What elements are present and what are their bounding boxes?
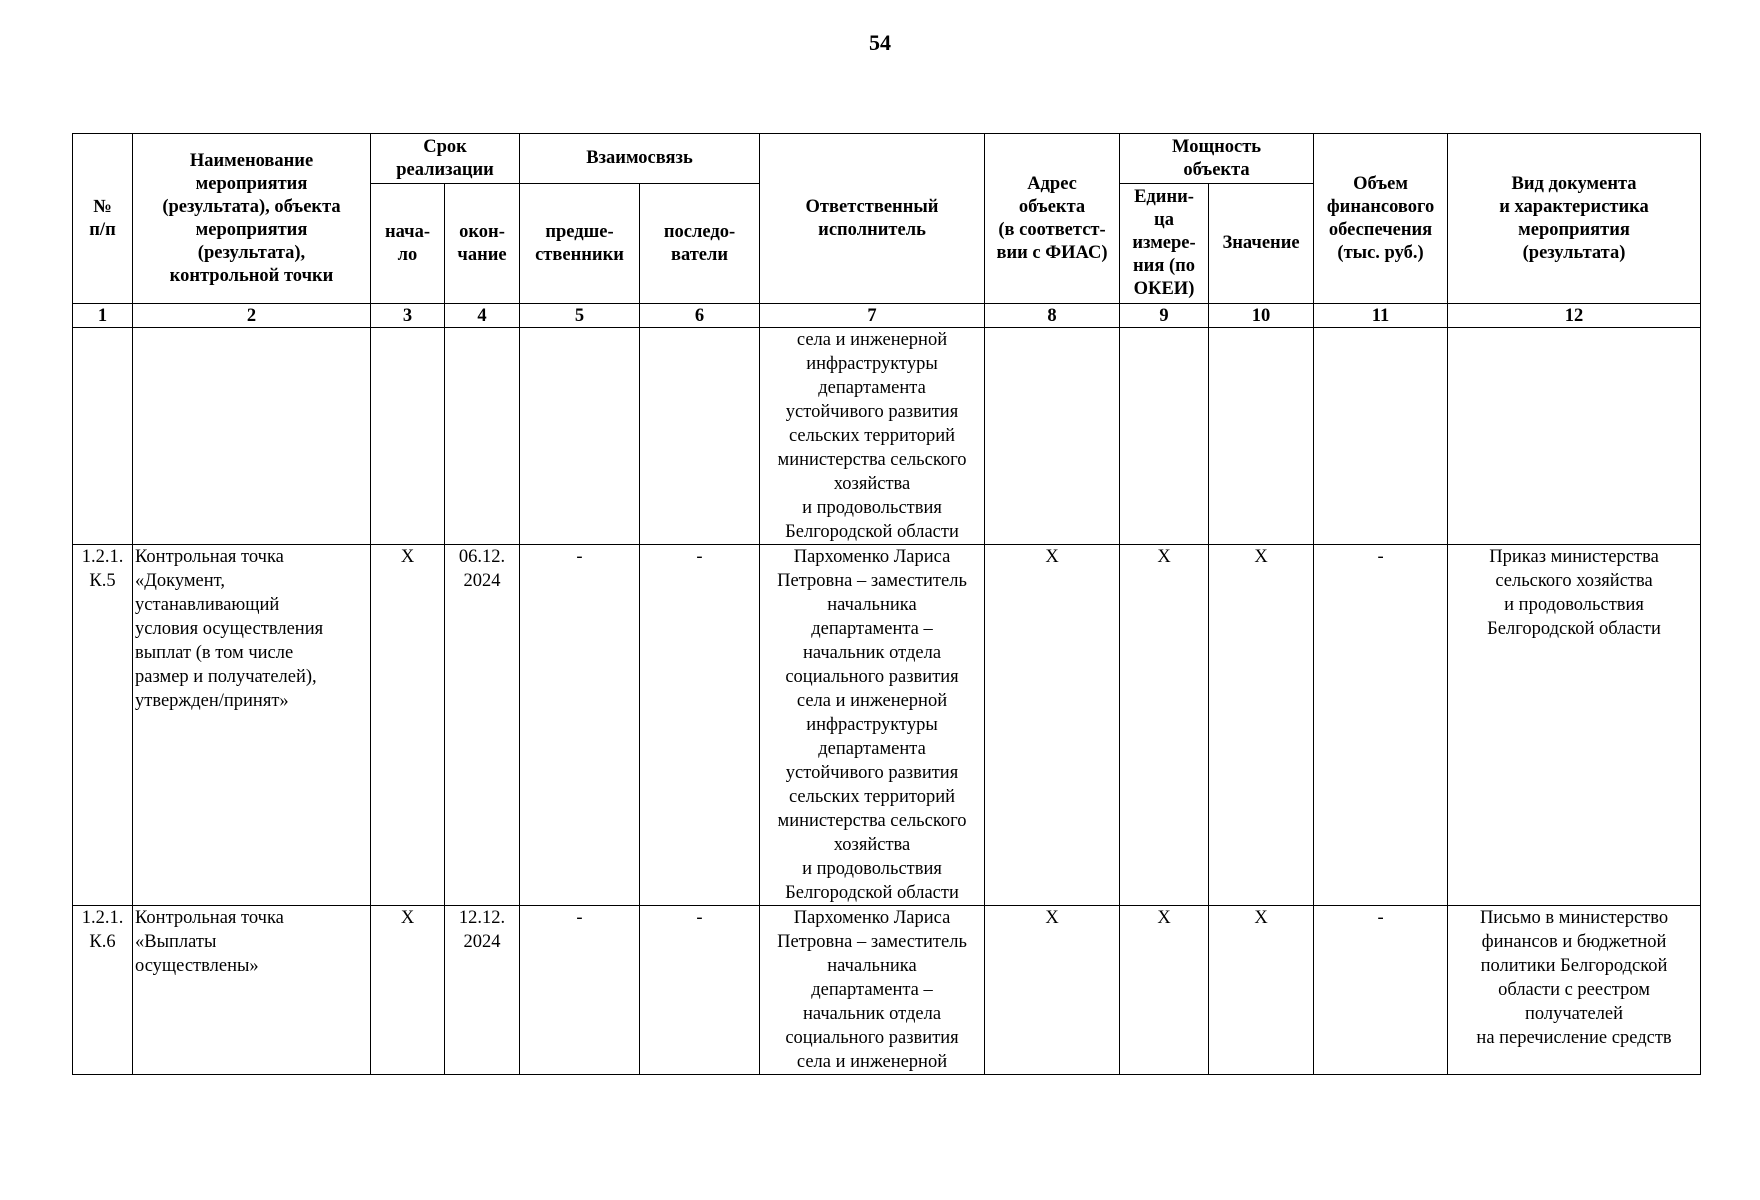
column-number: 7: [760, 304, 985, 328]
column-number: 10: [1209, 304, 1314, 328]
header-document: Вид документа и характеристика мероприятия (результата): [1448, 134, 1701, 304]
column-number: 6: [640, 304, 760, 328]
header-name: Наименование мероприятия (результата), объекта мероприятия (результата), контрольной точки: [133, 134, 371, 304]
row-successors: -: [640, 906, 760, 1075]
row-number: [73, 328, 133, 545]
column-number: 9: [1120, 304, 1209, 328]
column-number: 11: [1314, 304, 1448, 328]
row-document: Приказ министерства сельского хозяйства и продовольствия Белгородской области: [1448, 545, 1701, 906]
row-finance: [1314, 328, 1448, 545]
row-document: Письмо в министерство финансов и бюджетной политики Белгородской области с реестром получателей на перечисление средств: [1448, 906, 1701, 1075]
row-start: X: [371, 906, 445, 1075]
row-end: 06.12. 2024: [445, 545, 520, 906]
row-executor: села и инженерной инфраструктуры департамента устойчивого развития сельских территорий министерства сельского хозяйства и продовольствия Белгородской области: [760, 328, 985, 545]
row-address: X: [985, 906, 1120, 1075]
row-predecessors: [520, 328, 640, 545]
row-value: X: [1209, 906, 1314, 1075]
header-start: нача- ло: [371, 184, 445, 304]
header-group-relation: Взаимосвязь: [520, 134, 760, 184]
row-name: [133, 328, 371, 545]
row-end: 12.12. 2024: [445, 906, 520, 1075]
row-address: X: [985, 545, 1120, 906]
column-number: 3: [371, 304, 445, 328]
header-finance: Объем финансового обеспечения (тыс. руб.): [1314, 134, 1448, 304]
row-successors: -: [640, 545, 760, 906]
row-finance: -: [1314, 545, 1448, 906]
table-row: [73, 906, 1701, 1075]
column-number: 4: [445, 304, 520, 328]
header-unit: Едини- ца измере- ния (по ОКЕИ): [1120, 184, 1209, 304]
column-number: 2: [133, 304, 371, 328]
header-group-capacity: Мощность объекта: [1120, 134, 1314, 184]
row-predecessors: -: [520, 545, 640, 906]
activities-table: [72, 133, 1701, 1075]
header-executor: Ответственный исполнитель: [760, 134, 985, 304]
row-unit: [1120, 328, 1209, 545]
header-predecessors: предше- ственники: [520, 184, 640, 304]
column-number: 8: [985, 304, 1120, 328]
header-end: окон- чание: [445, 184, 520, 304]
table-row: [73, 328, 1701, 545]
row-number: 1.2.1. К.5: [73, 545, 133, 906]
row-finance: -: [1314, 906, 1448, 1075]
row-value: X: [1209, 545, 1314, 906]
row-name: Контрольная точка «Выплаты осуществлены»: [133, 906, 371, 1075]
row-name: Контрольная точка «Документ, устанавливающий условия осуществления выплат (в том числе размер и получателей), утвержден/принят»: [133, 545, 371, 906]
table-row: [73, 545, 1701, 906]
row-unit: X: [1120, 906, 1209, 1075]
header-value: Значение: [1209, 184, 1314, 304]
row-end: [445, 328, 520, 545]
row-unit: X: [1120, 545, 1209, 906]
row-predecessors: -: [520, 906, 640, 1075]
column-number: 1: [73, 304, 133, 328]
row-document: [1448, 328, 1701, 545]
column-number: 5: [520, 304, 640, 328]
row-successors: [640, 328, 760, 545]
header-successors: последо- ватели: [640, 184, 760, 304]
row-executor: Пархоменко Лариса Петровна – заместитель начальника департамента – начальник отдела социального развития села и инженерной инфраструктуры департамента устойчивого развития сельских территорий министерства сельского хозяйства и продовольствия Белгородской области: [760, 545, 985, 906]
header-address: Адрес объекта (в соответст- вии с ФИАС): [985, 134, 1120, 304]
row-start: X: [371, 545, 445, 906]
row-start: [371, 328, 445, 545]
row-address: [985, 328, 1120, 545]
header-group-period: Срок реализации: [371, 134, 520, 184]
column-number: 12: [1448, 304, 1701, 328]
row-number: 1.2.1. К.6: [73, 906, 133, 1075]
page-number: 54: [869, 30, 891, 55]
row-executor: Пархоменко Лариса Петровна – заместитель начальника департамента – начальник отдела социального развития села и инженерной: [760, 906, 985, 1075]
header-number: № п/п: [73, 134, 133, 304]
row-value: [1209, 328, 1314, 545]
